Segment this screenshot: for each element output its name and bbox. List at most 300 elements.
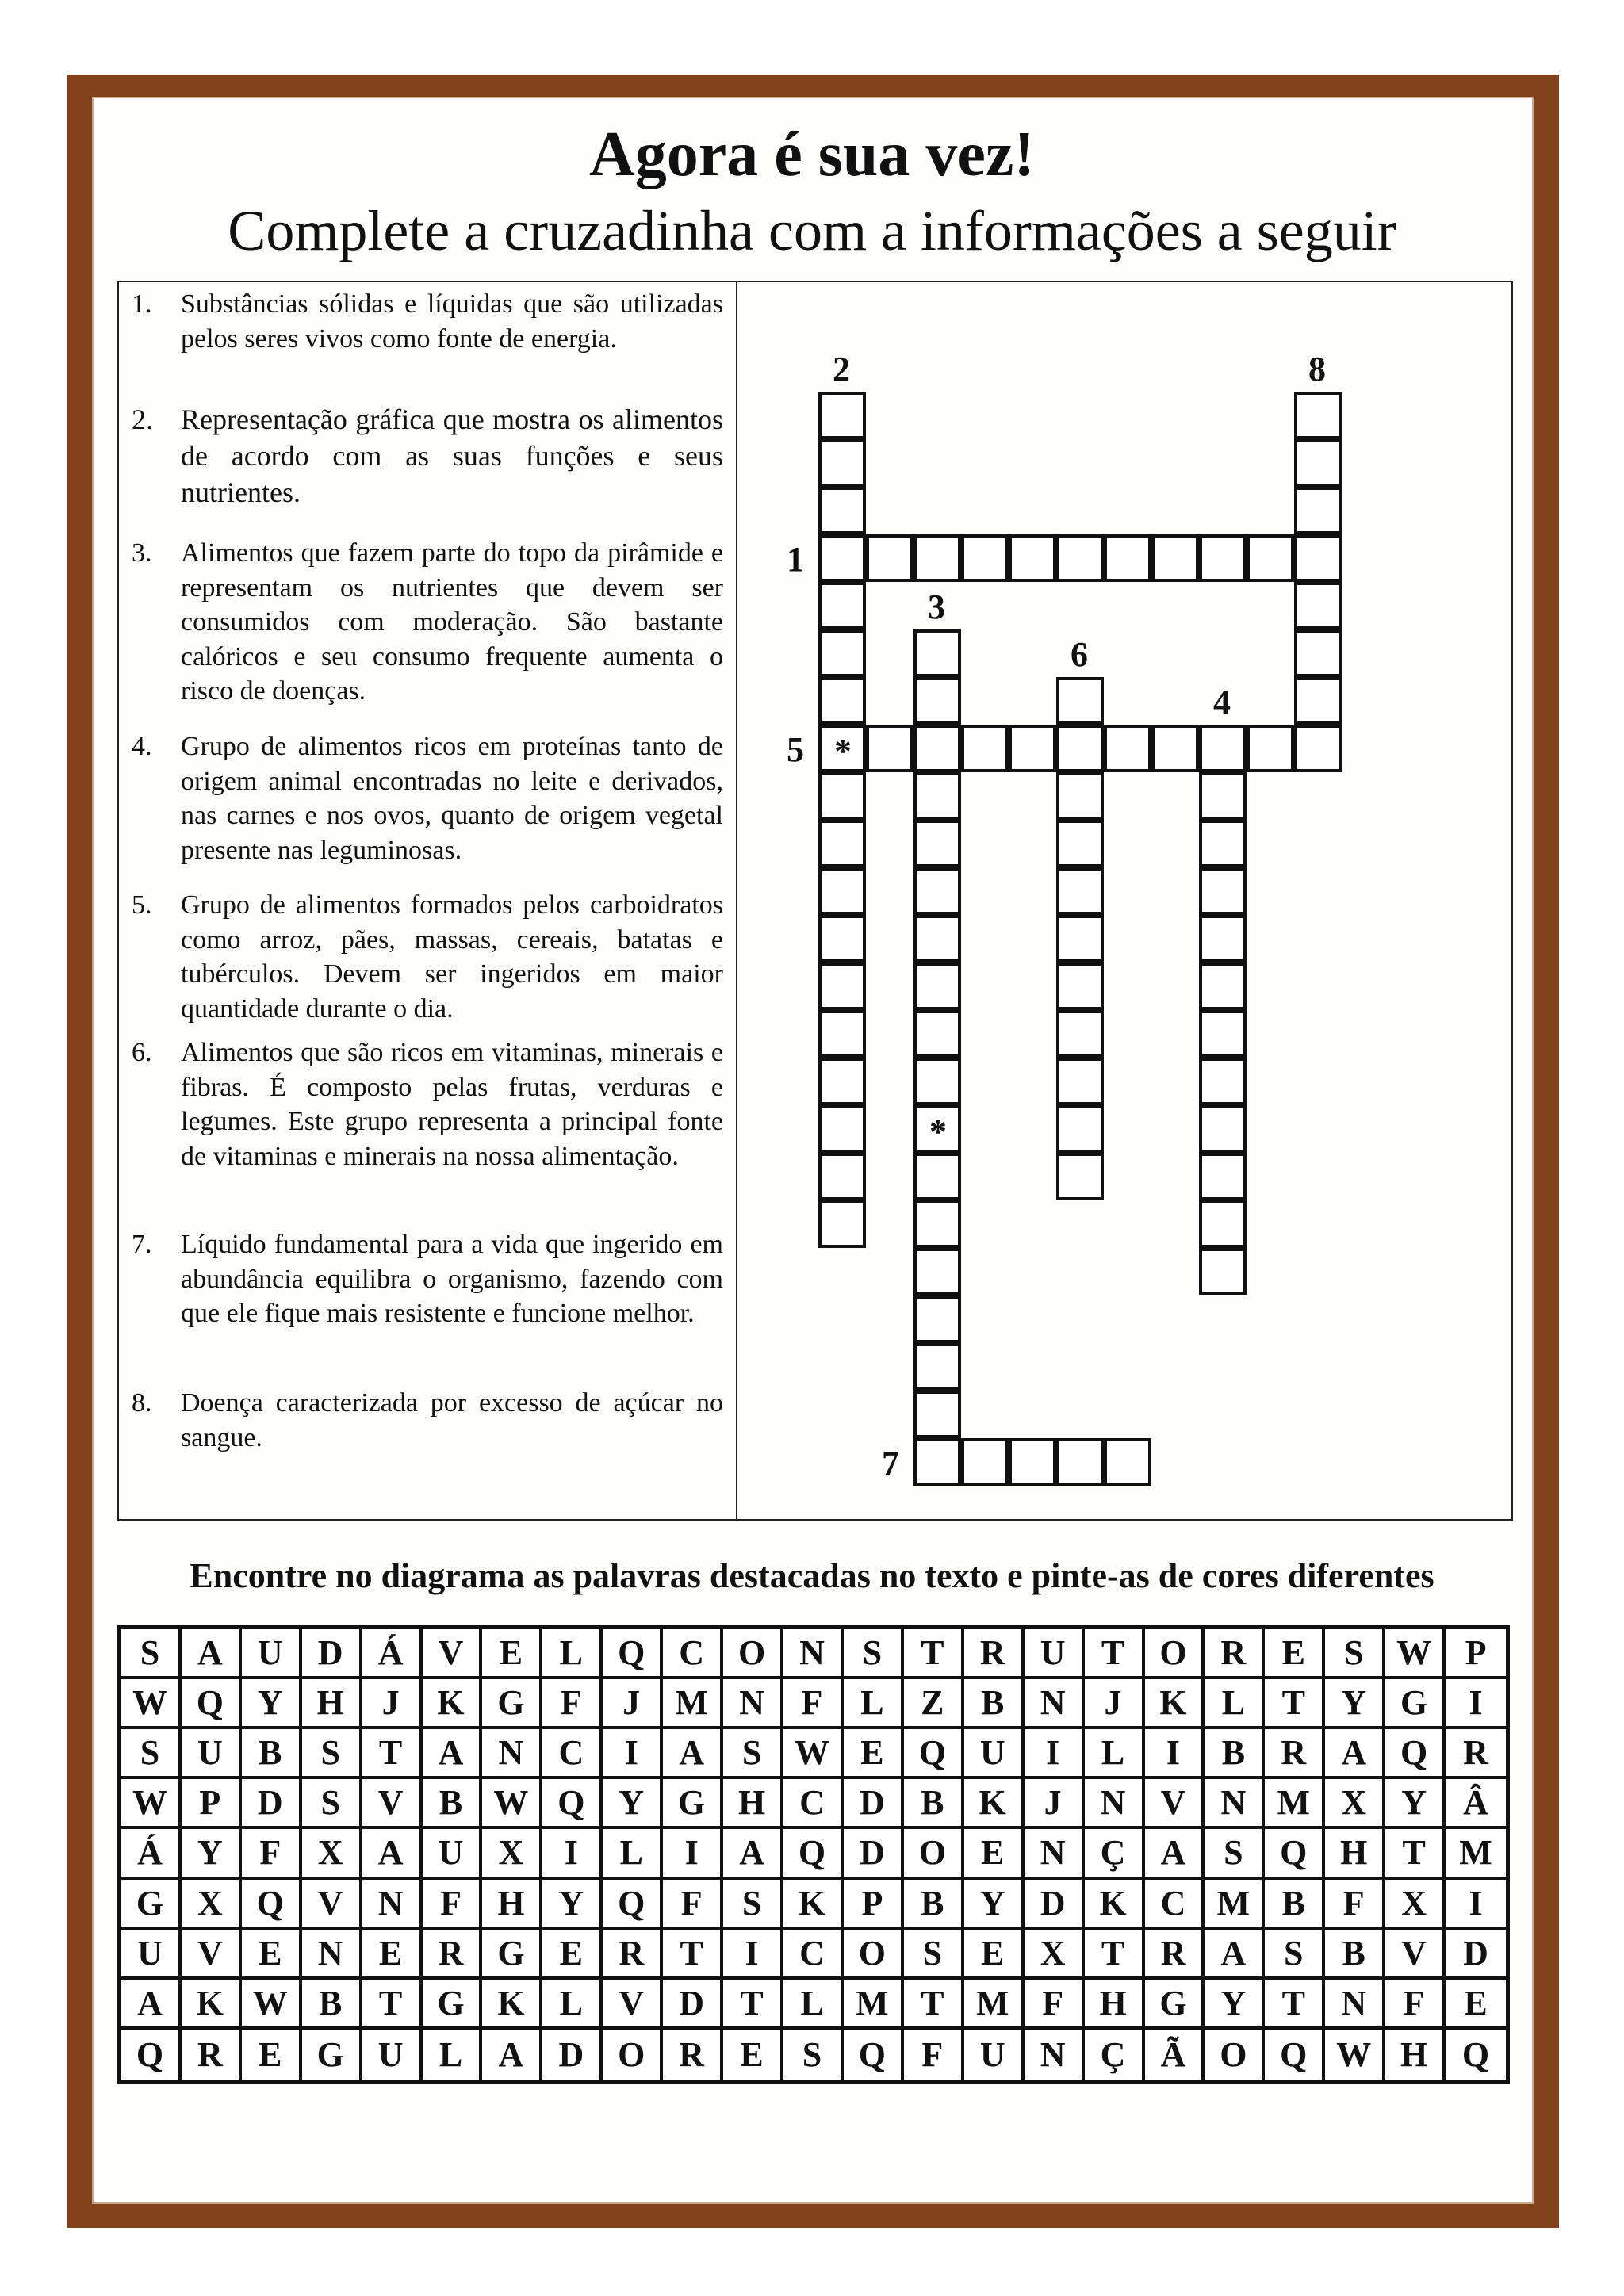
wordsearch-cell[interactable]: R [423, 1930, 483, 1980]
crossword-cell[interactable] [818, 867, 866, 915]
wordsearch-cell[interactable]: N [302, 1930, 362, 1980]
crossword-cell[interactable] [1247, 534, 1294, 582]
wordsearch-cell[interactable]: K [1145, 1679, 1205, 1729]
wordsearch-cell[interactable]: T [1265, 1679, 1325, 1729]
wordsearch-cell[interactable]: X [182, 1880, 242, 1930]
wordsearch-cell[interactable]: C [783, 1930, 844, 1980]
wordsearch-cell[interactable]: G [1385, 1679, 1446, 1729]
wordsearch-cell[interactable]: S [904, 1930, 964, 1980]
wordsearch-cell[interactable]: G [1145, 1980, 1205, 2030]
wordsearch-cell[interactable]: A [482, 2030, 542, 2080]
crossword-cell[interactable] [866, 534, 914, 582]
crossword-cell[interactable] [914, 915, 961, 962]
wordsearch-cell[interactable]: L [603, 1829, 663, 1879]
wordsearch-cell[interactable]: A [663, 1729, 723, 1779]
crossword-cell[interactable] [1009, 534, 1056, 582]
clue-text: Doença caracterizada por excesso de açúcar no sangue. [181, 1388, 723, 1452]
wordsearch-cell[interactable]: E [542, 1930, 603, 1980]
wordsearch-cell[interactable]: O [1145, 1629, 1205, 1679]
crossword-cell[interactable] [1199, 772, 1247, 820]
wordsearch-cell[interactable]: V [423, 1629, 483, 1679]
crossword-number: 8 [1308, 350, 1326, 388]
wordsearch-cell[interactable]: N [1205, 1779, 1265, 1829]
wordsearch-cell[interactable]: S [302, 1779, 362, 1829]
crossword-cell[interactable] [914, 962, 961, 1010]
wordsearch-cell[interactable]: Y [1205, 1980, 1265, 2030]
wordsearch-cell[interactable]: B [302, 1980, 362, 2030]
wordsearch-cell[interactable]: E [242, 1930, 302, 1980]
wordsearch-cell[interactable]: U [423, 1829, 483, 1879]
wordsearch-cell[interactable]: V [302, 1880, 362, 1930]
wordsearch-cell[interactable]: Â [1446, 1779, 1506, 1829]
wordsearch-cell[interactable]: U [964, 2030, 1025, 2080]
crossword-cell[interactable] [914, 629, 961, 677]
wordsearch-cell[interactable]: A [723, 1829, 783, 1879]
wordsearch-cell[interactable]: M [844, 1980, 904, 2030]
wordsearch-cell[interactable]: F [1025, 1980, 1085, 2030]
wordsearch-cell[interactable]: F [542, 1679, 603, 1729]
wordsearch-cell[interactable]: G [423, 1980, 483, 2030]
wordsearch-cell[interactable]: N [482, 1729, 542, 1779]
wordsearch-cell[interactable]: M [1265, 1779, 1325, 1829]
crossword-cell[interactable] [1199, 1105, 1247, 1153]
wordsearch-cell[interactable]: L [1085, 1729, 1145, 1779]
wordsearch-cell[interactable]: Z [904, 1679, 964, 1729]
crossword-cell[interactable] [1104, 1438, 1151, 1486]
wordsearch-cell[interactable]: T [1085, 1629, 1145, 1679]
wordsearch-cell[interactable]: E [723, 2030, 783, 2080]
wordsearch-cell[interactable]: W [783, 1729, 844, 1779]
wordsearch-cell[interactable]: W [121, 1679, 182, 1729]
crossword-cell[interactable] [1294, 392, 1342, 439]
crossword-cell[interactable] [818, 1153, 866, 1200]
crossword-number: 1 [787, 540, 804, 579]
wordsearch-cell[interactable]: F [242, 1829, 302, 1879]
wordsearch-cell[interactable]: K [964, 1779, 1025, 1829]
wordsearch-cell[interactable]: J [603, 1679, 663, 1729]
wordsearch-cell[interactable]: R [1446, 1729, 1506, 1779]
crossword-cell[interactable] [1294, 582, 1342, 629]
wordsearch-cell[interactable]: I [663, 1829, 723, 1879]
crossword-cell[interactable] [1056, 1438, 1104, 1486]
crossword-cell[interactable] [818, 962, 866, 1010]
wordsearch-cell[interactable]: A [362, 1829, 423, 1879]
crossword-cell[interactable] [914, 1295, 961, 1343]
crossword-cell[interactable] [1199, 1058, 1247, 1105]
wordsearch-cell[interactable]: S [844, 1629, 904, 1679]
wordsearch-cell[interactable]: R [182, 2030, 242, 2080]
wordsearch-cell[interactable]: H [302, 1679, 362, 1729]
crossword-cell[interactable] [1199, 867, 1247, 915]
wordsearch-cell[interactable]: N [1325, 1980, 1385, 2030]
wordsearch-cell[interactable]: Q [542, 1779, 603, 1829]
wordsearch-cell[interactable]: Y [542, 1880, 603, 1930]
wordsearch-cell[interactable]: E [1265, 1629, 1325, 1679]
wordsearch-cell[interactable]: Q [904, 1729, 964, 1779]
wordsearch-cell[interactable]: B [1265, 1880, 1325, 1930]
wordsearch-cell[interactable]: P [182, 1779, 242, 1829]
wordsearch-cell[interactable]: Ç [1085, 1829, 1145, 1879]
wordsearch-cell[interactable]: B [904, 1779, 964, 1829]
wordsearch-cell[interactable]: D [663, 1980, 723, 2030]
wordsearch-cell[interactable]: T [723, 1980, 783, 2030]
crossword-cell[interactable] [818, 1010, 866, 1058]
wordsearch-cell[interactable]: L [1205, 1679, 1265, 1729]
wordsearch-cell[interactable]: Q [1385, 1729, 1446, 1779]
wordsearch-cell[interactable]: Q [182, 1679, 242, 1729]
wordsearch-cell[interactable]: T [663, 1930, 723, 1980]
wordsearch-cell[interactable]: E [482, 1629, 542, 1679]
crossword-cell[interactable] [1056, 915, 1104, 962]
wordsearch-cell[interactable]: U [964, 1729, 1025, 1779]
crossword-cell[interactable] [1294, 629, 1342, 677]
crossword-cell[interactable] [1294, 534, 1342, 582]
wordsearch-cell[interactable]: V [1385, 1930, 1446, 1980]
wordsearch-cell[interactable]: A [182, 1629, 242, 1679]
wordsearch-cell[interactable]: H [723, 1779, 783, 1829]
wordsearch-cell[interactable]: Y [603, 1779, 663, 1829]
wordsearch-cell[interactable]: S [1325, 1629, 1385, 1679]
wordsearch-cell[interactable]: T [1385, 1829, 1446, 1879]
crossword-cell[interactable] [1056, 1153, 1104, 1200]
wordsearch-cell[interactable]: W [121, 1779, 182, 1829]
wordsearch-cell[interactable]: D [302, 1629, 362, 1679]
crossword-cell[interactable] [1199, 534, 1247, 582]
page-subtitle: Complete a cruzadinha com a informações a seguir [228, 199, 1396, 262]
wordsearch-cell[interactable]: F [1325, 1880, 1385, 1930]
wordsearch-cell[interactable]: O [603, 2030, 663, 2080]
crossword-cell[interactable] [1056, 677, 1104, 725]
crossword-number: 4 [1213, 683, 1231, 721]
wordsearch-cell[interactable]: G [663, 1779, 723, 1829]
wordsearch-cell[interactable]: B [964, 1679, 1025, 1729]
wordsearch-cell[interactable]: W [482, 1779, 542, 1829]
wordsearch-cell[interactable]: Q [844, 2030, 904, 2080]
crossword-cell[interactable] [818, 1058, 866, 1105]
clue-item [132, 401, 723, 511]
crossword-cell[interactable] [914, 1058, 961, 1105]
wordsearch-cell[interactable]: E [1446, 1980, 1506, 2030]
crossword-cell[interactable] [1056, 1058, 1104, 1105]
wordsearch-cell[interactable]: K [783, 1880, 844, 1930]
wordsearch-cell[interactable]: L [542, 1980, 603, 2030]
wordsearch-cell[interactable]: B [242, 1729, 302, 1779]
wordsearch-cell[interactable]: S [121, 1729, 182, 1779]
wordsearch-cell[interactable]: V [603, 1980, 663, 2030]
wordsearch-cell[interactable]: W [242, 1980, 302, 2030]
wordsearch-cell[interactable]: Y [1385, 1779, 1446, 1829]
wordsearch-cell[interactable]: Á [362, 1629, 423, 1679]
wordsearch-cell[interactable]: C [663, 1629, 723, 1679]
wordsearch-cell[interactable]: I [1446, 1880, 1506, 1930]
crossword-cell[interactable] [914, 1010, 961, 1058]
wordsearch-cell[interactable]: S [1265, 1930, 1325, 1980]
wordsearch-cell[interactable]: T [904, 1980, 964, 2030]
wordsearch-cell[interactable]: E [242, 2030, 302, 2080]
wordsearch-cell[interactable]: I [1145, 1729, 1205, 1779]
wordsearch-cell[interactable]: Q [1461, 2034, 1490, 2074]
wordsearch-cell[interactable]: F [1385, 1980, 1446, 2030]
wordsearch-cell[interactable]: I [603, 1729, 663, 1779]
wordsearch-cell[interactable]: T [362, 1729, 423, 1779]
wordsearch-cell[interactable]: B [1205, 1729, 1265, 1779]
wordsearch-cell[interactable]: Y [242, 1679, 302, 1729]
wordsearch-cell[interactable]: Y [964, 1880, 1025, 1930]
wordsearch-cell[interactable]: M [1205, 1880, 1265, 1930]
crossword-cell[interactable] [1056, 725, 1104, 772]
crossword-cell[interactable] [1199, 1200, 1247, 1248]
wordsearch-cell[interactable]: N [1025, 1679, 1085, 1729]
wordsearch-cell[interactable]: J [1025, 1779, 1085, 1829]
wordsearch-cell[interactable]: S [121, 1629, 182, 1679]
wordsearch-cell[interactable]: H [1085, 1980, 1145, 2030]
wordsearch-cell[interactable]: U [242, 1629, 302, 1679]
wordsearch-cell[interactable]: R [964, 1629, 1025, 1679]
wordsearch-cell[interactable]: O [844, 1930, 904, 1980]
wordsearch-cell[interactable]: R [1265, 1729, 1325, 1779]
wordsearch-cell[interactable]: D [844, 1829, 904, 1879]
wordsearch-cell[interactable]: V [362, 1779, 423, 1829]
wordsearch-cell[interactable]: C [1145, 1880, 1205, 1930]
wordsearch-cell[interactable]: B [423, 1779, 483, 1829]
wordsearch-cell[interactable]: X [1025, 1930, 1085, 1980]
crossword-cell[interactable] [818, 487, 866, 534]
crossword-cell[interactable] [1199, 1248, 1247, 1295]
wordsearch-cell[interactable]: J [1085, 1679, 1145, 1729]
wordsearch-cell[interactable]: E [844, 1729, 904, 1779]
crossword-cell[interactable] [961, 725, 1009, 772]
wordsearch-cell[interactable]: O [1205, 2030, 1265, 2080]
wordsearch-cell[interactable]: I [1025, 1729, 1085, 1779]
crossword-cell[interactable] [1009, 1438, 1056, 1486]
crossword-cell[interactable] [1199, 820, 1247, 867]
wordsearch-cell[interactable]: T [362, 1980, 423, 2030]
wordsearch-cell[interactable]: T [904, 1629, 964, 1679]
wordsearch-cell[interactable]: L [423, 2030, 483, 2080]
wordsearch-cell[interactable]: D [542, 2030, 603, 2080]
crossword-cell[interactable] [818, 534, 866, 582]
wordsearch-cell[interactable]: X [302, 1829, 362, 1879]
wordsearch-cell[interactable]: S [723, 1729, 783, 1779]
crossword-cell[interactable] [1199, 1153, 1247, 1200]
crossword-cell[interactable] [1199, 962, 1247, 1010]
wordsearch-cell[interactable]: B [1325, 1930, 1385, 1980]
crossword-cell[interactable] [1056, 867, 1104, 915]
wordsearch-cell[interactable]: U [362, 2030, 423, 2080]
wordsearch-cell[interactable]: F [663, 1880, 723, 1930]
wordsearch-cell[interactable]: A [1325, 1729, 1385, 1779]
crossword-cell[interactable] [1294, 439, 1342, 487]
crossword-cell[interactable] [1294, 725, 1342, 772]
wordsearch-cell[interactable]: C [542, 1729, 603, 1779]
wordsearch-cell[interactable]: E [362, 1930, 423, 1980]
wordsearch-cell[interactable]: F [904, 2030, 964, 2080]
wordsearch-cell[interactable]: A [1145, 1829, 1205, 1879]
wordsearch-cell[interactable]: E [964, 1829, 1025, 1879]
wordsearch-cell[interactable]: M [1446, 1829, 1506, 1879]
wordsearch-cell[interactable]: U [182, 1729, 242, 1779]
wordsearch-cell[interactable]: Ã [1145, 2030, 1205, 2080]
crossword-cell[interactable] [818, 915, 866, 962]
crossword-cell[interactable] [818, 1105, 866, 1153]
wordsearch-cell[interactable]: B [904, 1880, 964, 1930]
wordsearch-cell[interactable]: F [423, 1880, 483, 1930]
crossword-cell[interactable] [1056, 772, 1104, 820]
wordsearch-cell[interactable]: Q [242, 1880, 302, 1930]
crossword-cell[interactable] [961, 534, 1009, 582]
wordsearch-cell[interactable]: Q [783, 1829, 844, 1879]
crossword-cell[interactable] [1247, 725, 1294, 772]
wordsearch-cell[interactable]: R [1205, 1629, 1265, 1679]
crossword-cell[interactable] [1056, 534, 1104, 582]
crossword-cell[interactable] [914, 1153, 961, 1200]
crossword-cell[interactable] [1056, 820, 1104, 867]
crossword-cell[interactable] [1104, 534, 1151, 582]
wordsearch-cell[interactable]: K [482, 1980, 542, 2030]
wordsearch-cell[interactable]: P [844, 1880, 904, 1930]
wordsearch-cell[interactable]: Y [182, 1829, 242, 1879]
wordsearch-cell[interactable]: X [1325, 1779, 1385, 1829]
wordsearch-cell[interactable]: J [362, 1679, 423, 1729]
wordsearch-cell[interactable]: R [1145, 1930, 1205, 1980]
crossword-cell[interactable] [1056, 962, 1104, 1010]
crossword-cell[interactable] [818, 772, 866, 820]
wordsearch-cell[interactable]: V [182, 1930, 242, 1980]
crossword-cell[interactable] [818, 392, 866, 439]
wordsearch-cell[interactable]: Q [121, 2030, 182, 2080]
wordsearch-cell[interactable]: D [1446, 1930, 1506, 1980]
crossword-cell[interactable] [914, 820, 961, 867]
wordsearch-cell[interactable]: G [482, 1930, 542, 1980]
wordsearch-cell[interactable]: T [1085, 1930, 1145, 1980]
wordsearch-cell[interactable]: W [1325, 2030, 1385, 2080]
wordsearch-cell[interactable]: O [723, 1629, 783, 1679]
wordsearch-cell[interactable]: A [1205, 1930, 1265, 1980]
crossword-cell[interactable] [961, 1438, 1009, 1486]
crossword-cell[interactable] [1199, 915, 1247, 962]
crossword-cell[interactable] [818, 629, 866, 677]
crossword-cell[interactable] [914, 867, 961, 915]
wordsearch-cell[interactable]: H [1385, 2030, 1446, 2080]
crossword-cell[interactable] [1056, 1010, 1104, 1058]
wordsearch-cell[interactable]: L [542, 1629, 603, 1679]
wordsearch-cell[interactable]: K [423, 1679, 483, 1729]
wordsearch-cell[interactable]: Á [121, 1829, 182, 1879]
wordsearch-cell[interactable]: D [1025, 1880, 1085, 1930]
wordsearch-cell[interactable]: F [783, 1679, 844, 1729]
wordsearch-cell[interactable]: G [482, 1679, 542, 1729]
wordsearch-cell[interactable]: Q [1265, 2030, 1325, 2080]
wordsearch-cell[interactable]: E [964, 1930, 1025, 1980]
wordsearch-cell[interactable]: U [1025, 1629, 1085, 1679]
wordsearch-cell[interactable]: K [1085, 1880, 1145, 1930]
crossword-cell[interactable] [914, 1391, 961, 1438]
crossword-number: 3 [928, 587, 945, 626]
clue-item [132, 729, 723, 867]
wordsearch-cell[interactable]: D [242, 1779, 302, 1829]
wordsearch-cell[interactable]: G [121, 1880, 182, 1930]
wordsearch-cell[interactable]: O [904, 1829, 964, 1879]
wordsearch-cell[interactable]: N [723, 1679, 783, 1729]
wordsearch-cell[interactable]: D [844, 1779, 904, 1829]
crossword-cell[interactable] [914, 677, 961, 725]
wordsearch-cell[interactable]: S [302, 1729, 362, 1779]
crossword-cell[interactable] [1151, 725, 1199, 772]
wordsearch-cell[interactable]: S [723, 1880, 783, 1930]
wordsearch-cell[interactable]: G [302, 2030, 362, 2080]
wordsearch-cell[interactable]: X [482, 1829, 542, 1879]
wordsearch-cell[interactable]: Q [1265, 1829, 1325, 1879]
crossword-cell[interactable] [1199, 725, 1247, 772]
wordsearch-cell[interactable]: N [1025, 1829, 1085, 1879]
crossword-cell[interactable] [818, 820, 866, 867]
crossword-cell[interactable] [1009, 725, 1056, 772]
wordsearch-cell[interactable]: Q [603, 1629, 663, 1679]
crossword-cell[interactable] [914, 1438, 961, 1486]
wordsearch-cell[interactable]: M [964, 1980, 1025, 2030]
wordsearch-cell[interactable]: T [1265, 1980, 1325, 2030]
wordsearch-cell[interactable]: C [783, 1779, 844, 1829]
wordsearch-cell[interactable]: W [1385, 1629, 1446, 1679]
wordsearch-cell[interactable]: S [1205, 1829, 1265, 1879]
wordsearch-cell[interactable]: Y [1325, 1679, 1385, 1729]
wordsearch-cell[interactable]: N [1025, 2030, 1085, 2080]
crossword-cell[interactable] [818, 582, 866, 629]
wordsearch-cell[interactable]: P [1446, 1629, 1506, 1679]
crossword-cell[interactable] [1056, 1105, 1104, 1153]
wordsearch-cell[interactable]: L [844, 1679, 904, 1729]
wordsearch-cell[interactable]: I [723, 1930, 783, 1980]
wordsearch-cell[interactable]: H [482, 1880, 542, 1930]
wordsearch-cell[interactable]: N [362, 1880, 423, 1930]
crossword-cell[interactable] [1294, 677, 1342, 725]
crossword-cell[interactable] [818, 677, 866, 725]
crossword-cell[interactable] [914, 534, 961, 582]
wordsearch-cell[interactable]: A [423, 1729, 483, 1779]
clue-number: 3. [132, 538, 152, 568]
crossword-cell[interactable] [1294, 487, 1342, 534]
wordsearch-cell[interactable]: I [542, 1829, 603, 1879]
crossword-cell[interactable] [818, 1200, 866, 1248]
crossword-cell[interactable] [1151, 534, 1199, 582]
crossword-cell[interactable] [914, 1248, 961, 1295]
wordsearch-cell[interactable]: R [603, 1930, 663, 1980]
wordsearch-cell[interactable]: X [1385, 1880, 1446, 1930]
wordsearch-cell[interactable]: Ç [1085, 2030, 1145, 2080]
wordsearch-cell[interactable]: N [1085, 1779, 1145, 1829]
crossword-cell[interactable] [818, 439, 866, 487]
wordsearch-cell[interactable]: L [783, 1980, 844, 2030]
crossword-cell[interactable] [914, 1200, 961, 1248]
wordsearch-cell[interactable]: U [121, 1930, 182, 1980]
crossword-cell[interactable] [1199, 1010, 1247, 1058]
wordsearch-cell[interactable]: Q [603, 1880, 663, 1930]
wordsearch-cell[interactable]: S [783, 2030, 844, 2080]
wordsearch-cell[interactable]: M [663, 1679, 723, 1729]
wordsearch-cell[interactable]: A [121, 1980, 182, 2030]
crossword-cell[interactable] [914, 1343, 961, 1391]
crossword-cell[interactable] [914, 725, 961, 772]
wordsearch-cell[interactable]: N [783, 1629, 844, 1679]
wordsearch-cell[interactable]: V [1145, 1779, 1205, 1829]
wordsearch-cell[interactable]: H [1325, 1829, 1385, 1879]
wordsearch-cell[interactable]: R [663, 2030, 723, 2080]
wordsearch-cell[interactable]: I [1446, 1679, 1506, 1729]
crossword-cell[interactable] [914, 772, 961, 820]
wordsearch-cell[interactable]: K [182, 1980, 242, 2030]
crossword-cell[interactable] [1104, 725, 1151, 772]
crossword-cell[interactable] [866, 725, 914, 772]
